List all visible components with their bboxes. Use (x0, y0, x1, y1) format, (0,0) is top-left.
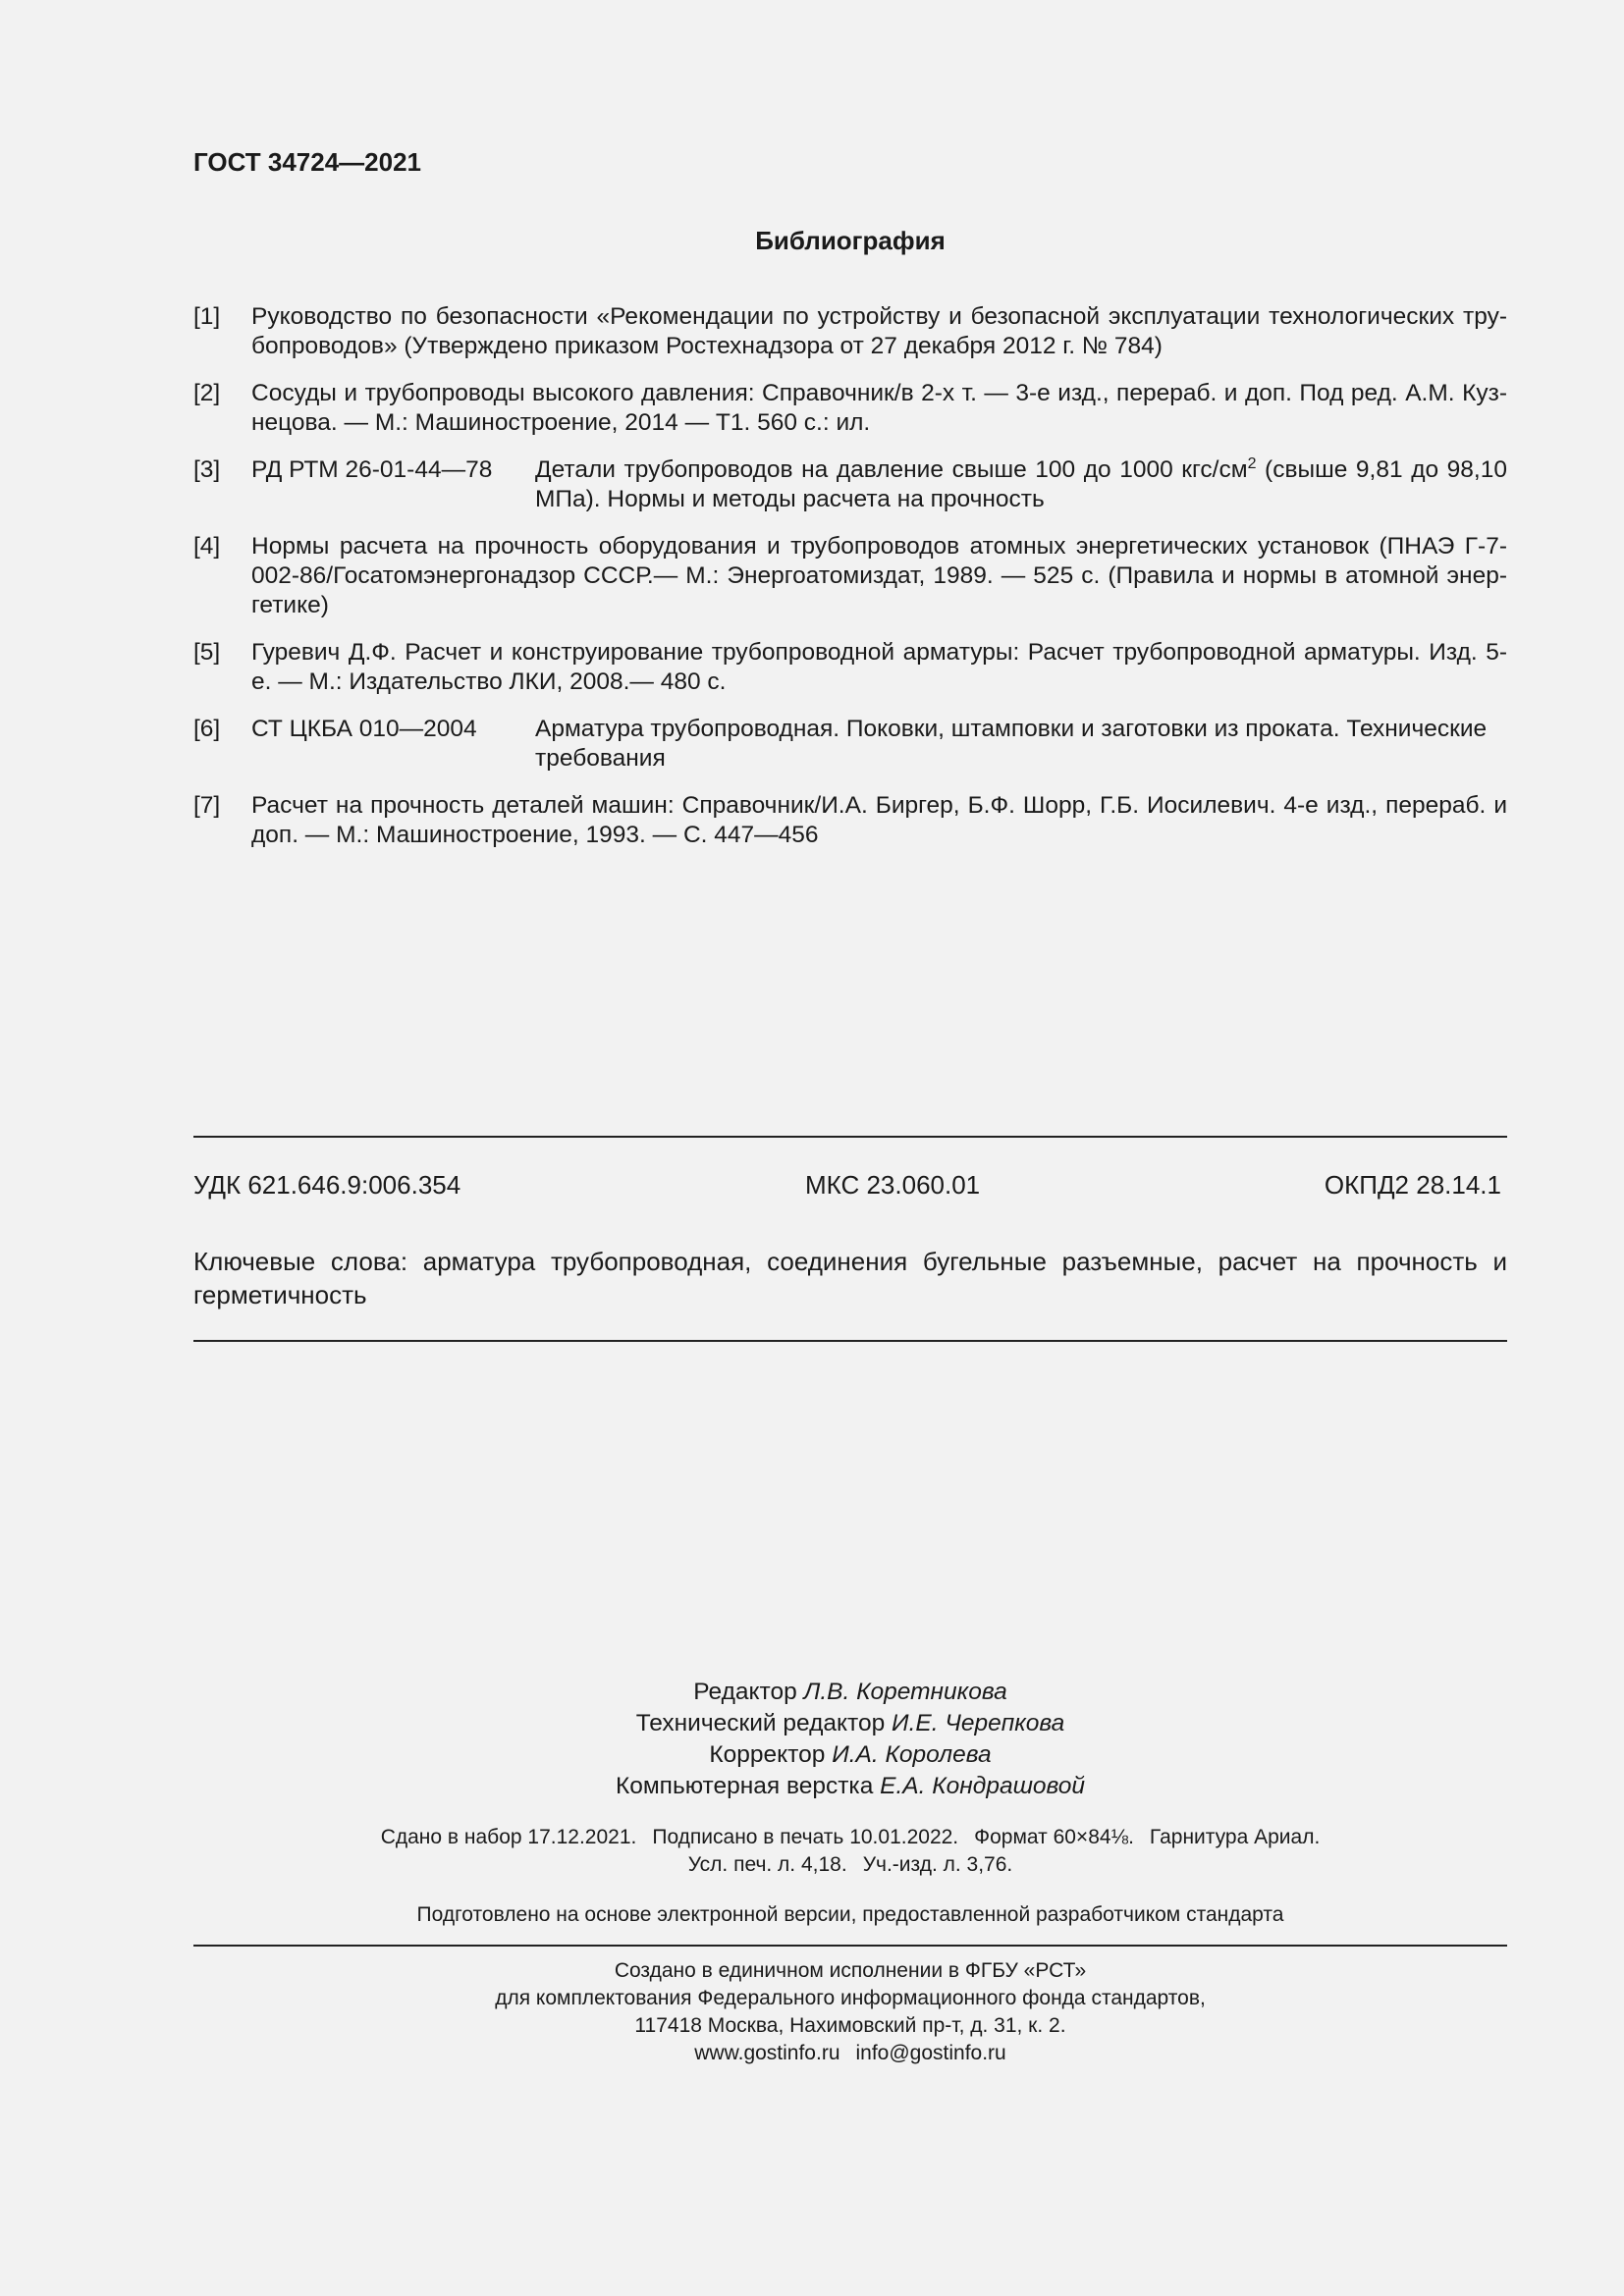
bibliography-item-text: Арматура трубопроводная. Поковки, штамповки и заготовки из проката. Технические требования (535, 716, 1488, 772)
superscript: 2 (1247, 454, 1257, 472)
credits-block (193, 1677, 1507, 1802)
credit-person: Л.В. Коретникова (803, 1679, 1007, 1705)
bibliography-item (193, 379, 1507, 438)
classification-row (193, 1170, 1507, 1201)
bibliography-item-number: [2] (193, 380, 221, 406)
credit-line (193, 1708, 1507, 1739)
mks-code: МКС 23.060.01 (804, 1170, 981, 1200)
print-info (193, 1824, 1507, 1879)
printed-sheets: Усл. печ. л. 4,18. (687, 1853, 847, 1876)
bibliography-item (193, 638, 1507, 697)
print-info-line (193, 1824, 1507, 1851)
bibliography-list (193, 302, 1507, 868)
bibliography-item-text: Сосуды и трубопроводы высокого давления: Справочник/в 2-х т. — 3-е изд., перераб. и доп. Под ред. А.М. Кузнецова. — М.: Машиностроение, 2014 — Т1. 560 с.: ил. (251, 380, 1507, 436)
bibliography-item-number: [6] (193, 716, 221, 742)
credit-role: Технический редактор (635, 1710, 886, 1736)
publisher-line: Создано в единичном исполнении в ФГБУ «РСТ» (614, 1959, 1087, 1982)
bibliography-item-number: [3] (193, 456, 221, 483)
credit-person: И.А. Королева (832, 1741, 992, 1768)
credit-line (193, 1677, 1507, 1708)
bibliography-item-text-part: (свыше 9,81 до 98,10 МПа). Нормы и методы расчета на прочность (535, 456, 1507, 512)
publisher-sheets: Уч.-изд. л. 3,76. (862, 1853, 1013, 1876)
print-info-line (193, 1851, 1507, 1879)
bibliography-item-code: СТ ЦКБА 010—2004 (251, 716, 477, 742)
credit-person: Е.А. Кондрашовой (880, 1773, 1086, 1799)
bibliography-item (193, 791, 1507, 850)
publisher-line: для комплектования Федерального информационного фонда стандартов, (495, 1987, 1206, 2009)
bibliography-item-text: Гуревич Д.Ф. Расчет и конструирование трубопроводной арматуры: Расчет трубопроводной арматуры. Изд. 5-е. — М.: Издательство ЛКИ, 2008.— 480 с. (251, 639, 1507, 695)
publisher-line: 117418 Москва, Нахимовский пр-т, д. 31, к. 2. (634, 2014, 1066, 2037)
paper-format: Формат 60×84⅛. (974, 1826, 1134, 1848)
bibliography-item-number: [5] (193, 639, 221, 666)
credit-person: И.Е. Черепкова (892, 1710, 1065, 1736)
bibliography-item (193, 302, 1507, 361)
bibliography-item-text-part: Детали трубопроводов на давление свыше 100 до 1000 кгс/см (535, 456, 1248, 483)
bibliography-item-text: Руководство по безопасности «Рекомендации по устройству и безопасной эксплуатации технологических трубопроводов» (Утверждено приказом Ростехнадзора от 27 декабря 2012 г. № 784) (251, 303, 1507, 359)
divider-line (193, 1136, 1507, 1138)
bibliography-item-code: РД РТМ 26-01-44—78 (251, 456, 493, 483)
credit-role: Компьютерная верстка (615, 1773, 874, 1799)
credit-line (193, 1771, 1507, 1802)
bibliography-item (193, 715, 1507, 774)
typeface: Гарнитура Ариал. (1149, 1826, 1321, 1848)
udk-code: УДК 621.646.9:006.354 (193, 1170, 461, 1200)
email-link[interactable]: info@gostinfo.ru (855, 2042, 1006, 2064)
credit-role: Корректор (709, 1741, 826, 1768)
credit-role: Редактор (693, 1679, 797, 1705)
bibliography-item-text: Расчет на прочность деталей машин: Справочник/И.А. Биргер, Б.Ф. Шорр, Г.Б. Иосилевич. 4-е изд., перераб. и доп. — М.: Машиностроение, 1993. — С. 447—456 (251, 792, 1507, 848)
bibliography-item-text (535, 455, 1507, 514)
keywords: Ключевые слова: арматура трубопроводная, соединения бугельные разъемные, расчет на прочность и герметичность (193, 1247, 1507, 1309)
bibliography-item (193, 455, 1507, 514)
website-link[interactable]: www.gostinfo.ru (694, 2042, 840, 2064)
credit-line (193, 1739, 1507, 1771)
prepared-note: Подготовлено на основе электронной версии, предоставленной разработчиком стандарта (416, 1903, 1284, 1926)
bibliography-item-text: Нормы расчета на прочность оборудования и трубопроводов атомных энергетических установок (ПНАЭ Г-7-002-86/Госатомэнергонадзор СССР.— М.: Энергоатомиздат, 1989. — 525 с. (Правила и нормы в атомной энергетике) (251, 533, 1507, 618)
okpd-code: ОКПД2 28.14.1 (1324, 1170, 1501, 1200)
divider-line (193, 1945, 1507, 1947)
bibliography-item-number: [7] (193, 792, 221, 819)
bibliography-title: Библиография (755, 226, 946, 255)
bibliography-item-number: [1] (193, 303, 221, 330)
publisher-contacts (193, 2040, 1507, 2067)
bibliography-item (193, 532, 1507, 620)
sent-date: Сдано в набор 17.12.2021. (380, 1826, 637, 1848)
bibliography-item-number: [4] (193, 533, 221, 560)
standard-number: ГОСТ 34724—2021 (193, 147, 421, 177)
publisher-block (193, 1957, 1507, 2067)
signed-date: Подписано в печать 10.01.2022. (652, 1826, 959, 1848)
divider-line (193, 1340, 1507, 1342)
